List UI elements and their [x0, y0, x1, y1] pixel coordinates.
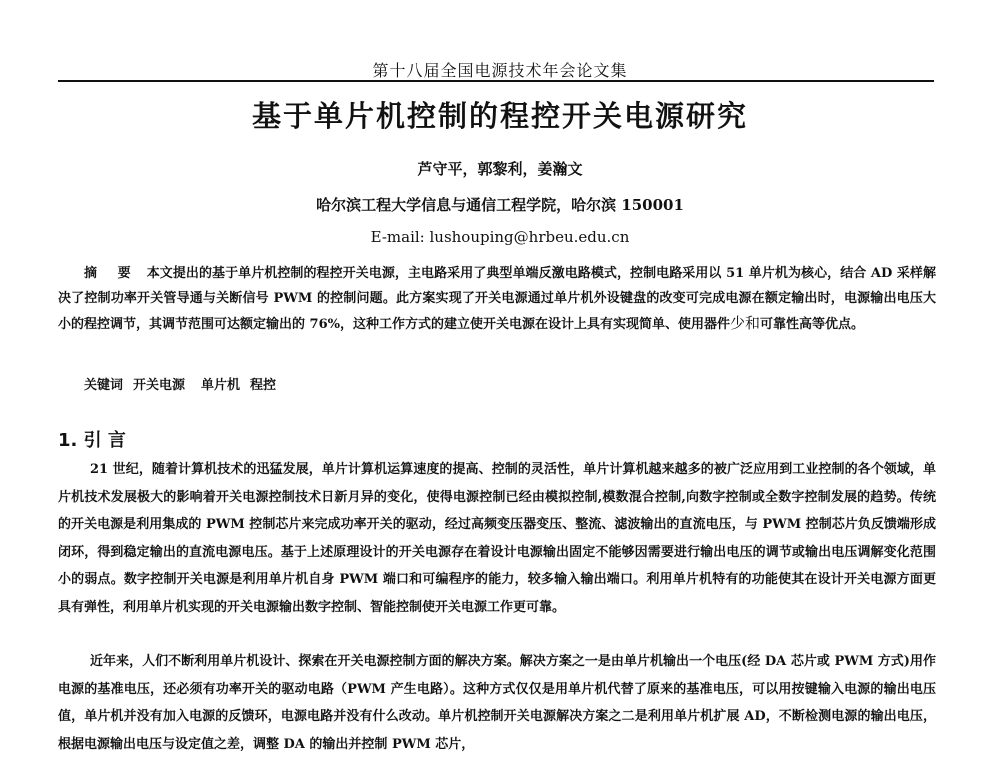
abstract-text-light: 少和 [729, 314, 760, 332]
section-title: 引 言 [83, 430, 126, 451]
section-number: 1. [58, 430, 78, 451]
header-rule [58, 80, 934, 82]
paper-title: 基于单片机控制的程控开关电源研究 [251, 99, 748, 133]
keyword: 开关电源 [133, 378, 186, 393]
body-paragraph: 21 世纪，随着计算机技术的迅猛发展，单片计算机运算速度的提高、控制的灵活性，单片计算机越来越多的被广泛应用到工业控制的各个领域，单片机技术发展极大的影响着开关电源控制技术日新月异的变化，使得电源控制已经由模拟控制,模数混合控制,向数字控制或全数字控制发展的趋势。传统的开关电源是利用集成的 PWM 控制芯片来完成功率开关的驱动，经过高频变压器变压、整流、滤波输出的直流电压，与 PWM 控制芯片负反馈端形成闭环，得到稳定输出的直流电源电压。基于上述原理设计的开关电源存在着设计电源输出固定不能够因需要进行输出电压的调节或输出电压调解变化范围小的弱点。数字控制开关电源是利用单片机自身 PWM 端口和可编程序的能力，较多输入输出端口。利用单片机特有的功能使其在设计开关电源方面更具有弹性，利用单片机实现的开关电源输出数字控制、智能控制使开关电源工作更可靠。 [58, 462, 936, 615]
affiliation: 哈尔滨工程大学信息与通信工程学院，哈尔滨 150001 [316, 196, 684, 214]
abstract-text-end: 可靠性高等优点。 [760, 317, 865, 332]
authors: 芦守平，郭黎利，姜瀚文 [417, 160, 583, 178]
section-heading [58, 426, 126, 452]
running-head: 第十八届全国电源技术年会论文集 [372, 61, 628, 80]
keywords-label: 关键词 [84, 378, 124, 393]
abstract-text: 本文提出的基于单片机控制的程控开关电源，主电路采用了典型单端反激电路模式，控制电路采用以 51 单片机为核心，结合 AD 采样解决了控制功率开关管导通与关断信号 PWM 的控制问题。此方案实现了开关电源通过单片机外设键盘的改变可完成电源在额定输出时，电源输出电压大小的程控调节，其调节范围可达额定输出的 76%，这种工作方式的建立使开关电源在设计上具有实现简单、使用器件 [58, 266, 936, 332]
body-paragraph: 近年来，人们不断利用单片机设计、探索在开关电源控制方面的解决方案。解决方案之一是由单片机输出一个电压(经 DA 芯片或 PWM 方式)用作电源的基准电压，还必须有功率开关的驱动电路（PWM 产生电路）。这种方式仅仅是用单片机代替了原来的基准电压，可以用按键输入电源的输出电压值，单片机并没有加入电源的反馈环，电源电路并没有什么改动。单片机控制开关电源解决方案之二是利用单片机扩展 AD，不断检测电源的输出电压，根据电源输出电压与设定值之差，调整 DA 的输出并控制 PWM 芯片， [58, 654, 936, 752]
abstract-label: 摘 要 [84, 266, 139, 281]
keyword: 程控 [250, 378, 277, 393]
email: E-mail: lushouping@hrbeu.edu.cn [370, 228, 630, 246]
keywords [84, 374, 944, 393]
abstract [58, 262, 936, 338]
keyword: 单片机 [201, 378, 241, 393]
